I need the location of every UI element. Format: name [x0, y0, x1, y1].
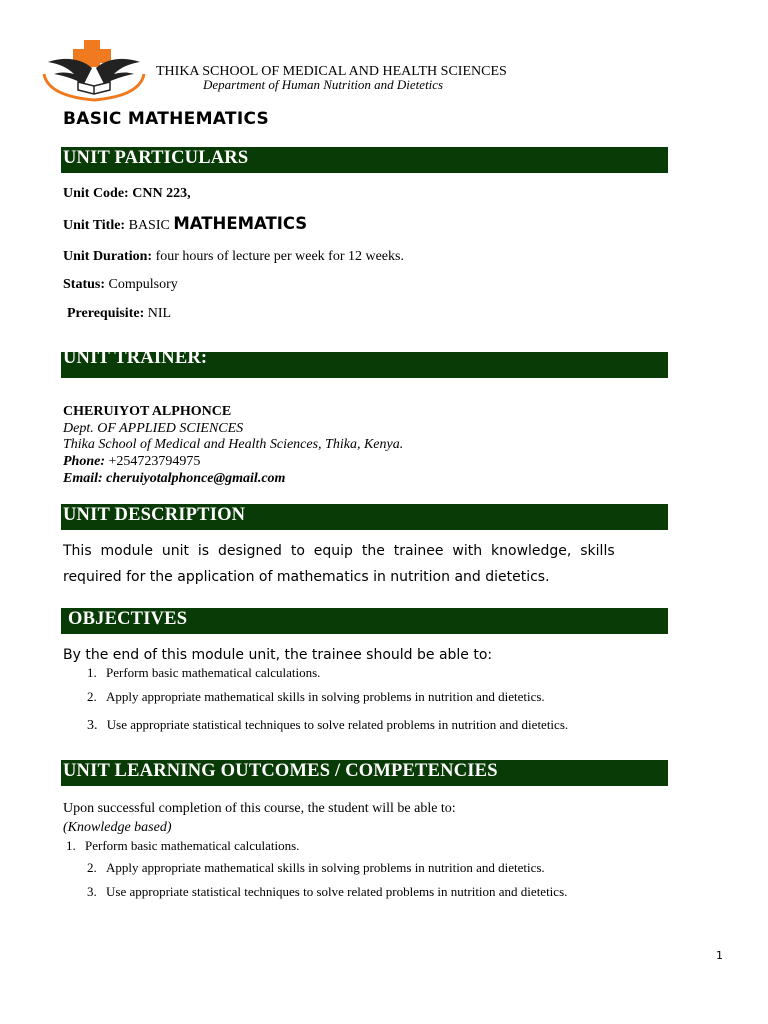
document-title: BASIC MATHEMATICS: [63, 109, 270, 129]
list-item: [87, 665, 320, 681]
list-item-text: Perform basic mathematical calculations.: [106, 665, 321, 680]
prerequisite-line: [67, 306, 171, 322]
status-value: Compulsory: [108, 277, 178, 292]
trainer-name: CHERUIYOT ALPHONCE: [63, 404, 232, 419]
list-item-text: Use appropriate statistical techniques to solve related problems in nutrition and dietetics.: [106, 884, 568, 899]
page-number: 1: [716, 949, 723, 962]
prerequisite-value: NIL: [147, 306, 172, 321]
prerequisite-label: Prerequisite:: [67, 306, 145, 321]
trainer-phone-line: [63, 454, 200, 470]
school-name: THIKA SCHOOL OF MEDICAL AND HEALTH SCIENCES: [156, 64, 507, 79]
unit-duration-label: Unit Duration:: [63, 249, 153, 264]
list-item-text: Perform basic mathematical calculations.: [85, 838, 300, 853]
list-item: [87, 860, 545, 876]
department-name: Department of Human Nutrition and Dietetics: [203, 77, 444, 92]
trainer-dept: Dept. OF APPLIED SCIENCES: [63, 421, 244, 436]
list-item-number: 3.: [87, 884, 97, 899]
phone-value: +254723794975: [108, 454, 201, 469]
unit-code-label: Unit Code:: [63, 186, 129, 201]
section-header-outcomes: [61, 760, 668, 786]
email-label: Email:: [63, 471, 103, 486]
unit-title-label: Unit Title:: [63, 218, 126, 233]
unit-duration-line: [63, 249, 404, 265]
description-line-1: This module unit is designed to equip the trainee with knowledge, skills: [63, 543, 615, 559]
phone-label: Phone:: [63, 454, 105, 469]
objectives-intro: By the end of this module unit, the trainee should be able to:: [63, 647, 493, 663]
list-item-text: Apply appropriate mathematical skills in solving problems in nutrition and dietetics.: [106, 860, 545, 875]
list-item-number: 1.: [87, 665, 97, 680]
section-header-label: UNIT TRAINER:: [63, 348, 208, 368]
unit-title-line: [63, 214, 307, 234]
list-item: [66, 838, 299, 854]
section-header-trainer: [61, 348, 668, 378]
section-header-particulars: [61, 147, 668, 173]
list-item-number: 2.: [87, 689, 97, 704]
trainer-email-line: [63, 471, 285, 487]
section-header-label: UNIT DESCRIPTION: [63, 505, 246, 525]
trainer-institution: Thika School of Medical and Health Sciences, Thika, Kenya.: [63, 437, 404, 452]
section-header-label: UNIT LEARNING OUTCOMES / COMPETENCIES: [63, 761, 498, 781]
unit-title-basic: BASIC: [128, 218, 170, 233]
unit-code-line: [63, 186, 191, 202]
section-header-label: UNIT PARTICULARS: [63, 148, 249, 168]
section-header-description: [61, 504, 668, 530]
list-item: [87, 717, 568, 734]
list-item: [87, 884, 567, 900]
school-logo: [38, 38, 150, 104]
list-item: [87, 689, 545, 705]
list-item-number: 3.: [87, 718, 98, 733]
section-header-label: OBJECTIVES: [68, 609, 188, 629]
status-label: Status:: [63, 277, 106, 292]
list-item-number: 2.: [87, 860, 97, 875]
outcomes-subhead: (Knowledge based): [63, 820, 172, 835]
list-item-text: Apply appropriate mathematical skills in solving problems in nutrition and dietetics.: [106, 689, 545, 704]
list-item-number: 1.: [66, 838, 76, 853]
outcomes-intro: Upon successful completion of this course, the student will be able to:: [63, 801, 456, 816]
email-value[interactable]: cheruiyotalphonce@gmail.com: [106, 471, 286, 486]
description-line-2: required for the application of mathematics in nutrition and dietetics.: [63, 569, 550, 585]
unit-code-value: CNN 223,: [132, 186, 191, 201]
list-item-text: Use appropriate statistical techniques to solve related problems in nutrition and dietetics.: [106, 717, 569, 732]
section-header-objectives: [61, 608, 668, 634]
unit-duration-value: four hours of lecture per week for 12 weeks.: [155, 249, 404, 264]
status-line: [63, 277, 178, 293]
unit-title-math: MATHEMATICS: [173, 214, 308, 233]
